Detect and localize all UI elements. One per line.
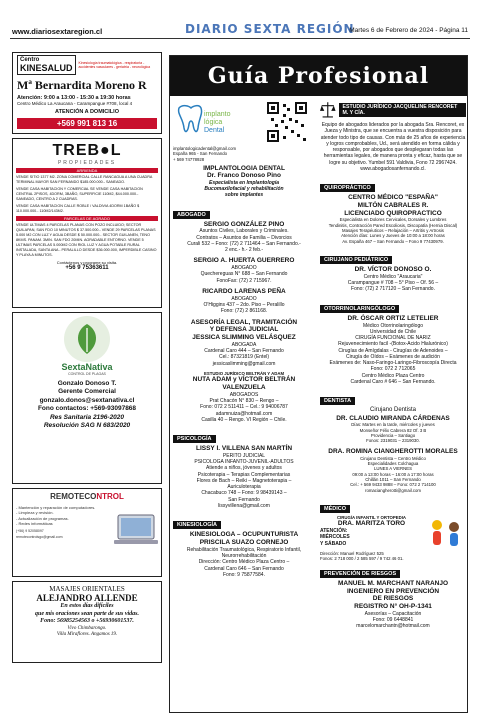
listing-valenzuela <box>173 371 315 423</box>
listing-line: San Fernando <box>228 496 260 503</box>
listing-heading: Y DEFENSA JUDICIAL <box>209 326 279 334</box>
kinesalud-hours: Atención: 9:00 a 13:00 - 15:30 a 19:30 horas <box>17 95 131 102</box>
listing-heading: ESTUDIO JURÍDICO BELTRÁN Y ADAM <box>203 370 285 376</box>
listing-line: Auriculoterapia <box>227 484 261 491</box>
listing-donoso <box>320 266 466 293</box>
section-riesgos: PREVENCIÓN DE RIESGOS <box>320 570 400 578</box>
listing-villena <box>173 445 315 509</box>
listing-line: Providencia – Santiago <box>370 433 416 439</box>
listing-line: O'Higgins 437 – 2do. Piso – Peralillo <box>203 302 285 309</box>
listing-name: JESSICA SLIMMING VELÁSQUEZ <box>192 334 296 342</box>
allende-line-1: En estos días difíciles <box>60 603 114 609</box>
listing-line: Carampangue # 708 – 5° Piso – Of. 56 – <box>347 280 439 287</box>
listing-email[interactable]: romaciangherotti@gmail.com <box>365 487 421 493</box>
implante-logo-word-3: Dental <box>204 127 225 134</box>
listing-line: Monseñor Félix Cabrera 82 Of. 3 B <box>359 427 427 433</box>
sextanativa-logo <box>64 316 110 362</box>
publication-name: DIARIO SEXTA REGIÓN <box>185 22 355 36</box>
listing-line: Chacabuco 748 – Fono: 9 98439143 – <box>201 490 287 497</box>
guide-left-column <box>173 100 315 582</box>
listing-huerta <box>173 257 315 284</box>
guide-title: Guía Profesional <box>170 56 467 96</box>
listing-name: RICARDO LARENAS PEÑA <box>202 287 286 295</box>
laptop-icon <box>114 505 158 557</box>
section-pediatrico: CIRUJANO PEDIÁTRICO <box>320 256 392 264</box>
listing-line: Contratos – Asuntos de Familia – Divorcios <box>196 234 292 241</box>
listing-line: Fono: 072 2 712065 <box>370 366 416 373</box>
listing-heading: KINESIOLOGA – OCUPUNTURISTA <box>189 531 299 539</box>
allende-line-2: que mis oraciones sean parte de sus vidas. <box>34 610 139 617</box>
listing-line: ABOGADO <box>231 265 257 272</box>
kinesalud-address: Centro Médico La Araucana - Carampangue #708, local 4 <box>17 101 133 107</box>
listing-line: Av. España 467 – San Fernando – Fono 9 77430979. <box>342 238 444 244</box>
kinesalud-logo: Centro KINESALUD Kinesiología traumatológica - respiratoria - accidentes vasculares - geriatría - neurológica <box>17 55 157 75</box>
listing-line: ABOGADO <box>231 295 257 302</box>
left-ads-column <box>12 52 162 667</box>
listing-line: Días: Martes en la tarde, miércoles y jueves <box>351 422 435 428</box>
listing-heading: LICENCIADO QUIROPRACTICO <box>344 209 442 217</box>
listing-velasquez <box>173 319 315 367</box>
header-divider <box>10 38 470 39</box>
listing-name: DRA. ROMINA CIANGHEROTTI MORALES <box>328 447 458 455</box>
listing-line: Curali 532 – Fono: (72) 2 711464 – San Fernando.- <box>187 240 301 247</box>
listing-line: Flores de Bach – Reiki – Magnetoterapia – <box>196 477 292 484</box>
listing-name: PRISCILA SUAZO CORNEJO <box>199 538 289 546</box>
kinesalud-tagline: Kinesiología traumatológica - respiratoria - accidentes vasculares - geriatría - neurológica <box>78 61 151 70</box>
sextanativa-phone: Fono contactos: +569-93097868 <box>37 405 137 413</box>
kinesalud-phone: +569 991 813 16 <box>17 118 157 129</box>
implante-spec-1: Especialista en Implantología <box>208 179 280 186</box>
listing-line: Dirección: Centro Médico Plaza Centro – <box>198 559 290 566</box>
implante-logo-word-1: implanto <box>204 111 231 118</box>
listing-name: DR. ÓSCAR ORTIZ LETELIER <box>347 314 439 322</box>
trebol-text-1: VENDE SITIO 1377 M2. ZONA COMERCIAL CALLE RANCAGUA A UNA CUADRA TERMINAL MAYOR SAN FERNANDO $185.000.000.- SANEADO. <box>16 175 153 184</box>
listing-line: Fono: 9 75877584. <box>223 571 265 578</box>
listing-line: LUNES A VIERNES <box>374 466 412 472</box>
listing-line: Médico Otorrinolaringólogo <box>362 322 424 329</box>
listing-line: Fono: 072 2 511411 – Cel.: 9 94006787 <box>200 404 288 411</box>
listing-line: Y SÁBADO <box>320 540 347 547</box>
section-dentista: DENTISTA <box>320 397 355 405</box>
listing-email[interactable]: jessicaslimming@gmail.com <box>212 360 276 367</box>
listing-line: Asuntos Civiles, Laborales y Criminales. <box>199 228 289 235</box>
trebol-text-2: VENDE CASA HABITACION Y COMERCIAL SE VENDE CASA HABITACION CENTRAL 2PISOS, 4DORM, 3BAÑO, SUPERFICIE 110M2, $44.000.000.- SANEADO, CENTRO A 2 CUADRAS. <box>16 186 143 201</box>
listing-line: Tendinitis, Contracción Pared Escoliosis, Discopatía (Hernia Discal) <box>328 222 458 228</box>
listing-line: Cirujano Dentista – Centro Médico <box>360 455 426 461</box>
page-header <box>0 0 480 46</box>
listing-line: PSICOLOGA INFANTO-JUVENIL-ADULTOS <box>194 459 294 466</box>
listing-line: Masajes Terapéuticos – Relajación – Artritis y Artrosis <box>342 228 444 234</box>
listing-line: Cardenal Caro 646 – San Fernando <box>204 565 284 572</box>
section-otorrino: OTORRINOLARINGÓLOGO <box>320 305 399 313</box>
sextanativa-res2: Resolución SAG N 683/2020 <box>43 422 131 430</box>
listing-jacqueline <box>320 122 466 172</box>
listing-line: Fono: (72) 2 717120 – San Fernando. <box>351 286 435 293</box>
remotecontrol-item: - Limpieza y revisión. <box>16 510 54 516</box>
implante-spec-3: sobre implantes <box>224 192 264 199</box>
listing-heading: CENTRO MÉDICO "ESPAÑA" <box>348 194 438 201</box>
listing-line: Fonos: 2319031 – 2319030. <box>366 438 420 444</box>
listing-line: PERITO JUDICIAL <box>222 452 266 459</box>
listing-name: NUTA ADAM y VÍCTOR BELTRÁN <box>192 376 296 384</box>
listing-name: DR. CLAUDIO MIRANDA CÁRDENAS <box>336 414 450 422</box>
listing-line: ABOGADOS <box>229 391 259 398</box>
trebol-footer: Contáctenos y programe su visita. <box>56 259 118 265</box>
listing-line: Especialidades Colchagua <box>367 460 419 466</box>
sextanativa-role: Gerente Comercial <box>58 388 116 396</box>
implante-address: España 965 - San Fernando <box>173 151 227 157</box>
kinesalud-home: ATENCIÓN A DOMICILIO <box>55 109 119 116</box>
listing-email[interactable]: adamnuiza@hotmail.com <box>215 410 273 417</box>
listing-line: Prat Chacón N° 830 – Rengo – <box>209 398 279 405</box>
trebol-sub: PROPIEDADES <box>57 160 117 166</box>
listing-line: Cel.: 87321819 (Entel) <box>218 354 270 361</box>
trebol-ad <box>12 138 162 308</box>
children-illustration-icon <box>426 515 466 551</box>
implante-email[interactable]: implantologicadental@gmail.com <box>173 146 237 151</box>
listing-line: Universidad de Chile <box>369 328 417 335</box>
listing-line: Atiende a niños, jóvenes y adultos <box>206 465 282 472</box>
leaf-icon <box>64 316 110 362</box>
allende-loc-2: Villa Miraflores. Angamos 19. <box>56 631 118 637</box>
listing-line: CIRUGÍA FUNCIONAL DE NARIZ <box>355 335 431 342</box>
listing-line: Fono: 09 6448841 <box>372 617 414 624</box>
listing-line: ABOGADA <box>231 341 257 348</box>
listing-line: Neurorrehabilitación <box>221 553 267 559</box>
listing-morales <box>320 448 466 493</box>
page-date: Martes 6 de Febrero de 2024 - Página 11 <box>349 27 468 34</box>
listing-name: VALENZUELA <box>222 384 266 392</box>
listing-line: 09:00 a 13:00 horas – 16:00 a 17:00 horas <box>352 471 434 477</box>
implante-doctor: Dr. Franco Donoso Pino <box>206 172 282 180</box>
listing-name: DR. VÍCTOR DONOSO O. <box>354 266 432 274</box>
allende-ad <box>12 581 162 663</box>
remotecontrol-email[interactable]: remotecontrolsgo@gmail.com <box>16 534 63 539</box>
remotecontrol-phone: (+56) 9 52058097 <box>16 528 44 533</box>
listing-line: Fono: (72) 2 861168. <box>220 308 268 315</box>
kinesalud-ad <box>12 52 162 134</box>
remotecontrol-item: - Mantención y reparación de computadores. <box>16 505 96 510</box>
listing-line: Fonos: 2 718 000 / 2 585 597 / 9 742 46 01. <box>320 556 404 562</box>
listing-toro <box>320 515 466 551</box>
listing-line: Rejuvenecimiento facil -(Botox-Acido Hialurónico) <box>338 341 448 348</box>
section-psicologia: PSICOLOGÍA <box>173 435 216 443</box>
listing-heading: ASESORÍA LEGAL, TRAMITACIÓN <box>190 318 298 326</box>
listing-miranda <box>320 407 466 444</box>
guide-right-column <box>320 100 466 634</box>
implante-phone: + 569 74778928 <box>173 156 205 162</box>
jacqueline-heading: ESTUDIO JURÍDICO JACQUELINE RENCORET M. Y CÍA. <box>339 103 466 117</box>
listing-line: Especialista en Dolores Cervicales, Dorsales y Lumbres <box>339 217 447 223</box>
listing-line: MIÉRCOLES <box>320 534 350 541</box>
listing-line: Exámenes de: Naso-Faringo-Laringo-Fibroscopía Directa <box>329 360 457 367</box>
listing-heading: DE RIESGOS <box>372 595 414 603</box>
listing-line: Chillán 1011 – San Fernando <box>365 477 421 482</box>
section-quiropractico: QUIROPRÁCTICO <box>320 184 375 192</box>
trebol-bar: ARRIENDA <box>16 168 158 173</box>
trebol-logo: TREB●L <box>52 142 122 159</box>
sextanativa-contact-name: Gonzalo Donoso T. <box>57 380 117 387</box>
remotecontrol-item: - Actualización de programas. <box>16 515 69 521</box>
sextanativa-ad <box>12 312 162 484</box>
section-abogado: ABOGADO <box>173 211 210 219</box>
listing-line: Cirugía de Oídos – Exámenes de audición <box>346 353 440 360</box>
section-medico: MÉDICO <box>320 505 350 513</box>
listing-line: FonoFax: (72) 2 715967. <box>216 277 272 284</box>
trebol-bar-2: PARCELAS DE AGRADO <box>16 216 158 221</box>
listing-name: DRA. MARITZA TORO <box>337 520 406 528</box>
implante-block <box>173 165 315 199</box>
listing-line: Cirugías de Amígdalas - Cirugías de Adenoides – <box>338 347 448 354</box>
listing-line: Atención días: Lunes y Jueves de 10:00 a 18:00 horas <box>341 233 445 239</box>
listing-line: Dirección: Manuel Rodríguez 525 <box>320 551 384 557</box>
allende-phone: Fono: 56985254563 o +56930601537. <box>40 618 134 624</box>
site-url[interactable]: www.diariosextaregion.cl <box>12 27 103 36</box>
listing-email[interactable]: marcelomarchantn@hotmail.com <box>356 623 430 630</box>
allende-title: MASAJES ORIENTALES <box>49 585 125 593</box>
remotecontrol-ad <box>12 488 162 577</box>
listing-line: Centro Médico Plaza Centro <box>361 372 425 379</box>
listing-ortiz <box>320 315 466 385</box>
listing-heading: Cirujano Dentista <box>369 407 417 414</box>
listing-name: MILTÓN CABRALES R. <box>357 201 429 209</box>
listing-name: SERGIO A. HUERTA GUERRERO <box>193 257 295 265</box>
listing-marchant <box>320 580 466 630</box>
sextanativa-logo-sub: CONTROL DE PLAGAS <box>68 372 106 376</box>
professional-guide <box>169 55 468 713</box>
implante-logo-block <box>173 100 315 146</box>
allende-loc-1: Vivo Chimbarongo. <box>67 625 107 631</box>
listing-heading: CIRUGÍA INFANTIL Y ORTOPEDIA <box>337 515 406 521</box>
listing-heading: REGISTRO N° OH-P-1341 <box>354 603 432 611</box>
listing-larenas <box>173 288 315 315</box>
remotecontrol-logo: REMOTECONTROL <box>50 492 124 501</box>
implante-heading: IMPLANTOLOGIA DENTAL <box>203 165 285 173</box>
qr-code-icon[interactable] <box>265 100 309 144</box>
sextanativa-email[interactable]: gonzalo.donos@sextanativa.cl <box>39 396 135 404</box>
listing-name: SERGIO GONZÁLEZ PINO <box>203 220 285 228</box>
kinesalud-name: Mª Bernardita Moreno R <box>17 78 147 93</box>
listing-line: Cardenal Caro 444 – San Fernando <box>204 348 284 355</box>
listing-website[interactable]: www.abogadosanfernando.cl. <box>360 165 426 172</box>
allende-name: ALEJANDRO ALLENDE <box>36 593 138 603</box>
section-kinesiologia: KINESIOLOGÍA <box>173 521 221 529</box>
listing-line: Casilla 40 – Rengo. VI Región – Chile. <box>201 416 287 423</box>
listing-cabrales <box>320 194 466 244</box>
listing-line: Quechereguas N° 688 – San Fernando <box>200 271 288 278</box>
listing-heading: INGENIERO EN PREVENCIÓN <box>346 587 440 595</box>
trebol-text-4: VENDE ULTIMAS 4 PARCELAS PLANAS CON POZO INCLUIDO; SECTOR QUILAPAN, SAN FDO 10 MINUTOS $ 37.500.000.- VENDE 29 PARCELAS PLANAS 5.000 M2 CON LUZ Y AGUA DESDE $ 50.000.000.- SECTOR GUILANEN, TENO 8KMS. PANAM. 3MIN. SAN FDO 20MIN. AGRADABLE ENTORNO. VENDE 5 ULTIMAS PARCELAS 5.000M2 CON RIOL LUZ Y AGUA POTABLE RURAL INSTALADA, SANTA ANA - PERALILLO DESDE $36.000.000, IMPERDIBLE CASINO Y PLAYA A MINUTOS. <box>16 222 157 257</box>
listing-email[interactable]: lissyvillena@gmail.com <box>218 502 270 509</box>
listing-line: Centro Médico "Araucaria" <box>363 273 423 280</box>
remotecontrol-item: - Redes informáticas <box>16 521 53 527</box>
trebol-phone: +56 9 75363611 <box>65 264 109 271</box>
sextanativa-logo-name: SextaNativa <box>61 362 113 372</box>
listing-name: MANUEL M. MARCHANT NARANJO <box>337 579 448 587</box>
listing-line: Asesorías – Capacitación <box>364 610 422 617</box>
listing-name: LISSY I. VILLENA SAN MARTÍN <box>195 445 293 453</box>
scales-of-justice-icon <box>320 100 336 120</box>
tooth-icon <box>173 102 235 142</box>
trebol-text-3: VENDE CASA HABITACION CALLE ROBLE / VALDIVIA 4DORM 1BAÑO $ 110.000.000.- 110M2/143M2. <box>16 203 140 213</box>
listing-line: Cel.: + 569 9433 9888 – Fono: 072 2 714100 <box>350 482 436 488</box>
listing-line: Psicoterapia – Terapias Complementarias <box>197 471 291 478</box>
sextanativa-res1: Res Sanitaria 2196-2020 <box>49 413 125 421</box>
listing-line: 2 enc.- h.- 2 feb.- <box>224 247 264 254</box>
listing-line: Cardenal Caro # 646 – San Fernando. <box>350 378 436 385</box>
listing-description: Equipo de abogados liderados por la abogada Sra. Rencoret, ex Jueza y Ministra, que se encuentra a vuestra disposición para atender todo tipo de causas. Con más de 25 años de experiencia y logros comprobables, Ud., será atendido en forma cálida y responsable, por abogados que desplegaran todas las herramientas legales, de manera pronta y eficaz, hasta que se logre su objetivo. Yumbel 591 Valdivia, Fono 72 2967424. <box>320 122 466 166</box>
implante-spec-2: Bucomaxilofacial y rehabilitación <box>204 186 284 193</box>
listing-gonzalez <box>173 221 315 254</box>
listing-line: Rehabilitación Traumatológica, Respiratorio Infantil, <box>186 546 302 553</box>
implante-logo-word-2: lógica <box>204 119 223 126</box>
listing-line: ATENCIÓN: <box>320 528 348 535</box>
listing-suazo <box>173 531 315 578</box>
